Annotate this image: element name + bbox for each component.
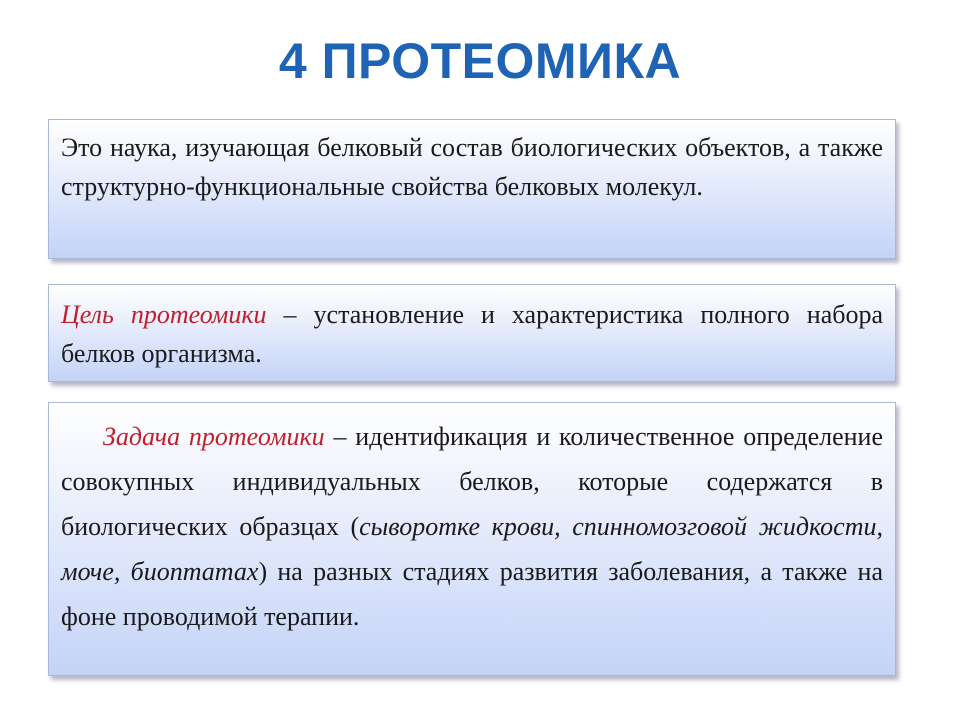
definition-box	[48, 119, 896, 259]
task-term: Задача протеомики	[103, 422, 325, 451]
slide-title: 4 ПРОТЕОМИКА	[278, 33, 682, 89]
goal-term: Цель протеомики	[61, 300, 267, 329]
goal-text: – установление и характеристика полного набора белков организма.	[61, 300, 883, 368]
task-box	[48, 402, 896, 676]
goal-box	[48, 284, 896, 382]
task-text-after: ) на разных стадиях развития заболевания, а также на фоне проводимой терапии.	[61, 556, 884, 631]
task-text-before: – идентификация и количественное определение совокупных индивидуальных белков, которые содержатся в биологических образцах (	[61, 422, 884, 541]
task-samples: сыворотке крови, спинномозговой жидкости, моче, биоптатах	[61, 511, 883, 586]
task-paragraph	[61, 415, 883, 640]
definition-text: Это наука, изучающая белковый состав биологических объектов, а также структурно-функциональные свойства белковых молекул.	[61, 133, 883, 201]
goal-paragraph	[61, 295, 883, 373]
